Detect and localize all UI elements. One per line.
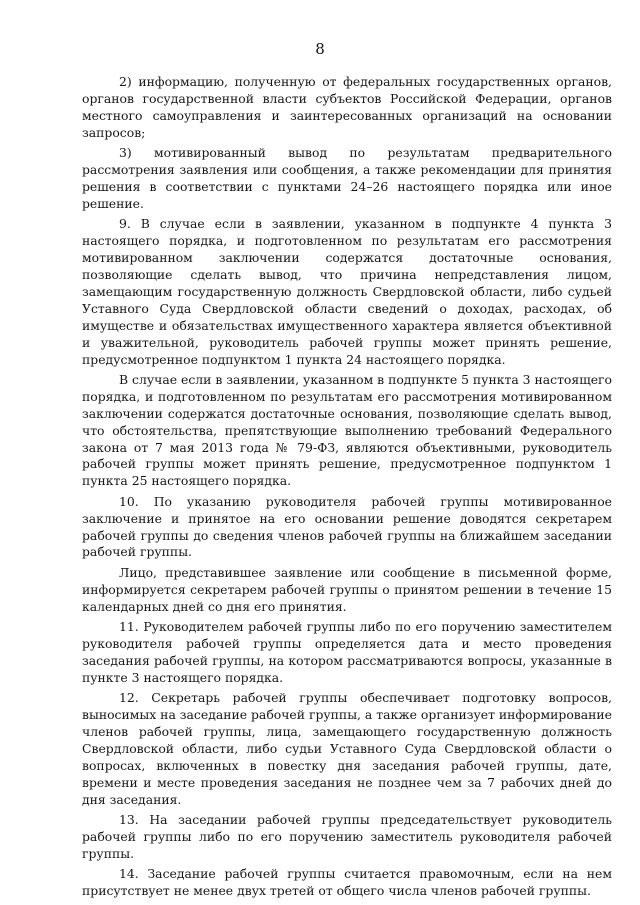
paragraph-clause-9-second: В случае если в заявлении, указанном в подпункте 5 пункта 3 настоящего порядка, и подготовленном по результатам его рассмотрения мотивированном заключении содержатся достаточные основания, позволяющие сделать вывод, что обстоятельства, препятствующие выполнению требований Федерального закона от 7 мая 2013 года № 79-ФЗ, являются объективными, руководитель рабочей группы может принять решение, предусмотренное подпунктом 1 пункта 25 настоящего порядка.: [82, 371, 612, 489]
paragraph-item-3: 3) мотивированный вывод по результатам предварительного рассмотрения заявления или сообщения, а также рекомендации для принятия решения в соответствии с пунктами 24–26 настоящего порядка или иное решение.: [82, 145, 612, 211]
paragraph-clause-9: 9. В случае если в заявлении, указанном в подпункте 4 пункта 3 настоящего порядка, и подготовленном по результатам его рассмотрения мотивированном заключении содержатся достаточные основания, позволяющие сделать вывод, что причина непредставления лицом, замещающим государственную должность Свердловской области, либо судьей Уставного Суда Свердловской области сведений о доходах, расходах, об имуществе и обязательствах имущественного характера является объективной и уважительной, руководитель рабочей группы может принять решение, предусмотренное подпунктом 1 пункта 24 настоящего порядка.: [82, 216, 612, 367]
paragraph-clause-10: 10. По указанию руководителя рабочей группы мотивированное заключение и принятое на его основании решение доводятся секретарем рабочей группы до сведения членов рабочей группы на ближайшем заседании рабочей группы.: [82, 493, 612, 560]
document-body: [82, 74, 612, 904]
paragraph-clause-11: 11. Руководителем рабочей группы либо по его поручению заместителем руководителя рабочей группы определяется дата и место проведения заседания рабочей группы, на котором рассматриваются вопросы, указанные в пункте 3 настоящего порядка.: [82, 619, 612, 685]
page-number: 8: [315, 40, 325, 58]
paragraph-clause-10-second: Лицо, представившее заявление или сообщение в письменной форме, информируется секретарем рабочей группы о принятом решении в течение 15 календарных дней со дня его принятия.: [82, 564, 612, 614]
paragraph-clause-12: 12. Секретарь рабочей группы обеспечивает подготовку вопросов, выносимых на заседание рабочей группы, а также организует информирование членов рабочей группы, лица, замещающего государственную должность Свердловской области, либо судьи Уставного Суда Свердловской области о вопросах, включенных в повестку дня заседания рабочей группы, дате, времени и месте проведения заседания не позднее чем за 7 рабочих дней до дня заседания.: [82, 690, 612, 807]
paragraph-item-2: 2) информацию, полученную от федеральных государственных органов, органов государственной власти субъектов Российской Федерации, органов местного самоуправления и заинтересованных организаций на основании запросов;: [82, 74, 612, 140]
paragraph-clause-13: 13. На заседании рабочей группы председательствует руководитель рабочей группы либо по его поручению заместитель руководителя рабочей группы.: [82, 812, 612, 861]
paragraph-clause-14: 14. Заседание рабочей группы считается правомочным, если на нем присутствует не менее двух третей от общего числа членов рабочей группы.: [82, 866, 612, 899]
